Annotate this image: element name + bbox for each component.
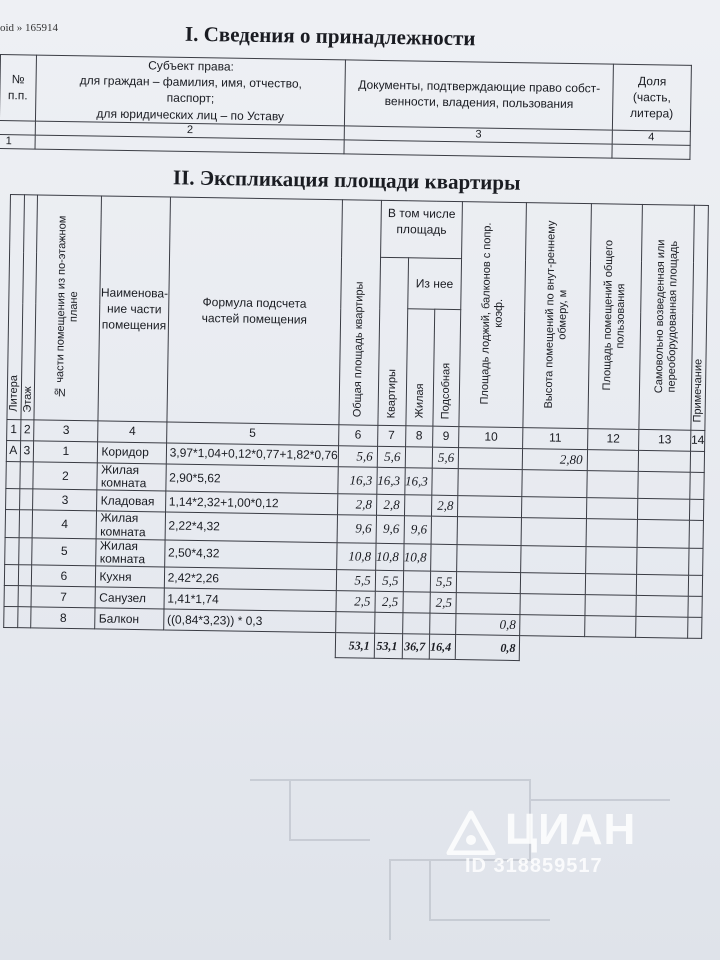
room-name-cell: Санузел [95,587,164,609]
header-floor: Этаж [21,195,38,420]
auxiliary-area-cell [431,544,457,572]
column-number: 9 [433,426,459,447]
living-area-cell [402,613,430,634]
note-cell [688,596,703,617]
unauthorized-area-cell [637,520,689,548]
common-area-cell [586,498,638,520]
floor-cell [18,586,32,607]
room-name-cell: Балкон [95,608,164,630]
room-name-cell: Жилая комната [96,539,165,567]
column-number: 8 [405,426,433,447]
total-area-cell: 16,3 [338,467,377,495]
note-cell [690,451,705,472]
apartment-area-cell: 2,5 [375,591,403,612]
living-area-cell [402,592,430,613]
total-area-cell [335,612,374,634]
formula-cell: 2,42*2,26 [164,567,336,591]
common-area-cell [586,471,638,499]
cian-watermark [445,805,675,885]
cell [612,144,690,159]
floor-cell [17,607,31,628]
header-note: Примечание [691,205,709,430]
common-area-cell [585,546,637,574]
total-area-cell: 2,8 [337,494,376,516]
apartment-area-cell: 10,8 [375,543,403,571]
column-number: 1 [7,419,21,440]
cell: 1 [0,134,35,149]
auxiliary-area-sum: 16,4 [430,634,456,659]
formula-cell: 3,97*1,04+0,12*0,77+1,82*0,76 [166,443,338,467]
document-id: oid » 165914 [0,22,59,34]
section2-title: II. Экспликация площади квартиры [172,165,521,195]
litera-cell [5,537,19,565]
formula-cell: 2,50*4,32 [164,540,337,570]
total-area-cell: 9,6 [337,515,376,543]
common-area-cell [587,450,639,472]
column-number: 14 [690,430,705,451]
apartment-area-cell: 16,3 [377,467,405,495]
header-loggia: Площадь лоджий, балконов с попр. коэф. [459,202,527,428]
auxiliary-area-cell [432,468,458,496]
column-number: 2 [20,420,34,441]
col-number [0,120,35,135]
litera-cell [4,565,18,586]
living-area-sum: 36,7 [402,634,430,659]
common-area-cell [585,574,637,596]
header-living: Жилая [405,309,435,426]
auxiliary-area-cell: 2,5 [430,592,456,613]
totals-spacer [520,636,702,664]
room-name-cell: Жилая комната [97,511,166,539]
header-apartment: Квартиры [378,257,408,425]
explication-header-row [10,195,709,263]
header-total-area: Общая площадь квартиры [339,200,381,426]
part-number-cell: 1 [34,441,99,463]
unauthorized-area-cell [636,617,688,639]
litera-cell [4,586,18,607]
header-litera: Литера [7,195,24,420]
floor-cell [20,462,34,490]
living-area-cell [403,571,431,592]
living-area-cell [404,495,432,516]
height-cell: 2,80 [523,449,588,471]
total-area-cell: 5,6 [338,446,377,468]
unauthorized-area-cell [638,450,690,472]
loggia-area-cell [459,448,524,470]
note-cell [689,500,704,521]
unauthorized-area-cell [636,596,688,618]
header-auxiliary: Подсобная [433,309,461,426]
loggia-area-cell [457,572,522,594]
total-area-cell: 5,5 [336,570,375,592]
height-cell [522,497,587,519]
floor-cell [18,537,32,565]
header-share: Доля (часть, литера) [612,64,691,131]
column-number: 3 [34,420,99,442]
room-name-cell: Кухня [96,566,165,588]
col-number: 2 [35,121,345,140]
apartment-area-cell: 5,6 [377,446,405,467]
note-cell [689,521,704,549]
apartment-area-cell: 5,5 [375,570,403,591]
formula-cell: 1,14*2,32+1,00*0,12 [165,491,337,515]
column-number: 12 [587,429,639,451]
header-formula: Формула подсчета частей помещения [167,197,343,425]
section1-title: I. Сведения о принадлежности [184,21,476,51]
explication-table [3,194,709,664]
note-cell [688,548,703,576]
height-cell [520,615,585,637]
loggia-area-cell [457,517,522,545]
part-number-cell: 6 [32,565,97,587]
ownership-table [0,54,692,160]
living-area-cell: 9,6 [404,516,432,544]
ownership-header-row [0,55,691,132]
loggia-area-cell [458,469,523,497]
living-area-cell [405,447,433,468]
formula-cell: ((0,84*3,23)) * 0,3 [163,609,335,633]
note-cell [687,617,702,638]
height-cell [522,518,587,546]
header-subject: Субъект права: для граждан – фамилия, имя, отчество, паспорт; для юридических лиц – по Уставу [35,55,345,126]
column-number: 4 [98,421,167,443]
col-number: 3 [345,126,613,144]
note-cell [688,575,703,596]
formula-cell: 2,22*4,32 [165,512,338,542]
note-cell [690,472,705,500]
header-part-number: № части помещения из по-этажном плане [34,195,102,421]
column-number: 13 [639,429,691,451]
litera-cell [5,510,19,538]
unauthorized-area-cell [638,499,690,521]
header-documents: Документы, подтверждающие право собст- венности, владения, пользования [345,60,614,130]
living-area-cell: 10,8 [403,543,431,571]
floor-cell [19,510,33,538]
unauthorized-area-cell [637,547,689,575]
height-cell [521,545,586,573]
column-number: 5 [166,422,338,446]
header-number: № п.п. [0,55,36,121]
common-area-cell [586,519,638,547]
column-number: 7 [377,425,405,446]
litera-cell: А [6,440,20,461]
header-room-name: Наименова- ние части помещения [98,196,170,422]
height-cell [521,573,586,595]
column-number: 10 [459,427,524,449]
room-name-cell: Жилая комната [97,463,166,491]
auxiliary-area-cell [430,613,456,634]
height-cell [520,594,585,616]
common-area-cell [585,595,637,617]
header-of-it: Из нее [407,258,462,310]
loggia-area-cell [458,496,523,518]
header-height: Высота помещений по внут-реннему обмеру, м [523,203,591,429]
column-number: 6 [338,425,377,447]
apartment-area-cell: 2,8 [376,495,404,516]
litera-cell [4,607,18,628]
formula-cell: 1,41*1,74 [164,588,336,612]
header-common-area: Площадь помещений общего пользования [588,204,643,430]
total-area-cell: 10,8 [336,542,375,570]
part-number-cell: 7 [31,586,96,608]
formula-cell: 2,90*5,62 [166,464,339,494]
loggia-area-cell: 0,8 [456,614,521,636]
totals-spacer [3,628,335,658]
loggia-area-sum: 0,8 [456,635,521,661]
apartment-area-cell: 9,6 [376,516,404,544]
floor-cell: 3 [20,441,34,462]
living-area-cell: 16,3 [404,468,432,496]
cell [344,140,612,158]
col-number: 4 [612,130,690,145]
unauthorized-area-cell [638,471,690,499]
column-number: 11 [523,428,588,450]
part-number-cell: 2 [33,462,98,490]
floor-cell [19,489,33,510]
part-number-cell: 4 [32,510,97,538]
auxiliary-area-cell: 5,5 [431,571,457,592]
total-area-sum: 53,1 [335,633,374,659]
header-unauthorized-area: Самовольно возведенная или переоборудованная площадь [639,204,694,430]
common-area-cell [584,616,636,638]
header-including: В том числе площадь [380,200,462,258]
apartment-area-sum: 53,1 [374,633,402,658]
loggia-area-cell [457,544,522,572]
floor-cell [18,565,32,586]
part-number-cell: 3 [33,489,98,511]
auxiliary-area-cell [431,517,457,545]
loggia-area-cell [456,593,521,615]
part-number-cell: 5 [32,538,97,566]
height-cell [522,470,587,498]
part-number-cell: 8 [31,607,96,629]
apartment-area-cell [374,612,402,633]
litera-cell [6,461,20,489]
watermark-id: ID 318859517 [465,855,603,877]
total-area-cell: 2,5 [336,591,375,613]
unauthorized-area-cell [637,575,689,597]
auxiliary-area-cell: 2,8 [432,496,458,517]
litera-cell [6,489,20,510]
room-name-cell: Коридор [98,442,167,464]
watermark-brand: ЦИАН [505,805,637,854]
cian-house-icon [445,809,497,855]
auxiliary-area-cell: 5,6 [433,447,459,468]
room-name-cell: Кладовая [97,490,166,512]
